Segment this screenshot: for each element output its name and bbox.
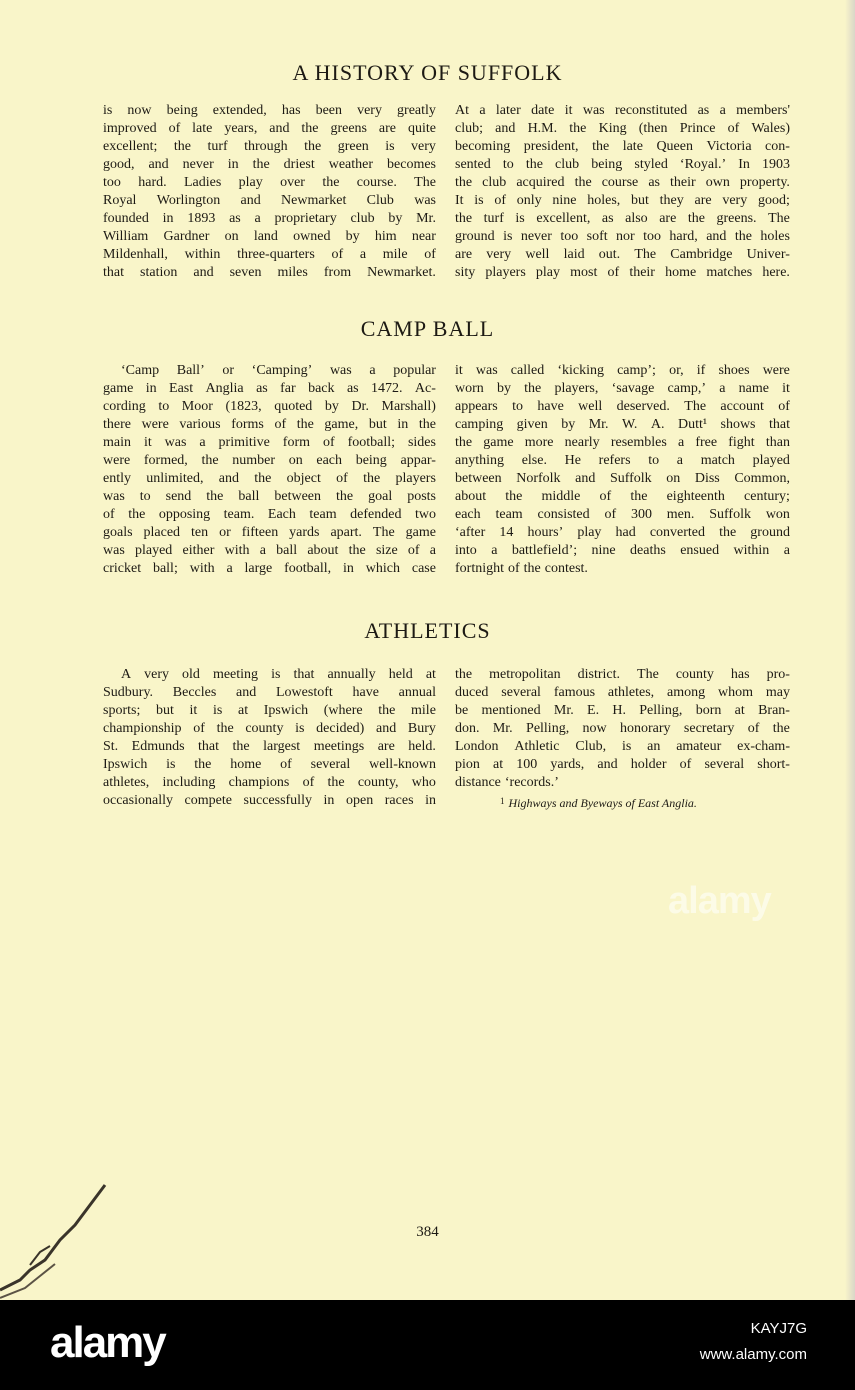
text-line: distance ‘records.’ bbox=[455, 775, 559, 790]
text-line: the game more nearly resembles a free fight than bbox=[455, 435, 790, 450]
text-line: don. Mr. Pelling, now honorary secretary of the bbox=[455, 721, 790, 736]
text-line: good, and never in the driest weather becomes bbox=[103, 157, 436, 172]
text-line: athletes, including champions of the county, who bbox=[103, 775, 436, 790]
watermark-text: alamy bbox=[668, 880, 771, 922]
text-line: ently unlimited, and the object of the players bbox=[103, 471, 436, 486]
footnote-number: 1 bbox=[500, 796, 505, 806]
text-line: main it was a primitive form of football; sides bbox=[103, 435, 436, 450]
text-line: the club acquired the course as their own property. bbox=[455, 175, 790, 190]
text-line: St. Edmunds that the largest meetings are held. bbox=[103, 739, 436, 754]
text-line: championship of the county is decided) and Bury bbox=[103, 721, 436, 736]
text-line: Mildenhall, within three-quarters of a mile of bbox=[103, 247, 436, 262]
text-line: becoming president, the late Queen Victoria con- bbox=[455, 139, 790, 154]
text-line: cording to Moor (1823, quoted by Dr. Marshall) bbox=[103, 399, 436, 414]
text-line: ground is never too soft nor too hard, and the holes bbox=[455, 229, 790, 244]
text-line: were formed, the number on each being appar- bbox=[103, 453, 436, 468]
text-line: Royal Worlington and Newmarket Club was bbox=[103, 193, 436, 208]
footnote bbox=[500, 796, 697, 811]
text-line: William Gardner on land owned by him near bbox=[103, 229, 436, 244]
golf-text-left-column bbox=[103, 102, 436, 282]
text-line: founded in 1893 as a proprietary club by Mr. bbox=[103, 211, 436, 226]
text-line: of the opposing team. Each team defended two bbox=[103, 507, 436, 522]
text-line: the metropolitan district. The county has pro- bbox=[455, 667, 790, 682]
text-line: excellent; the turf through the green is very bbox=[103, 139, 436, 154]
footnote-text: Highways and Byeways of East Anglia. bbox=[508, 796, 697, 810]
text-line: between Norfolk and Suffolk on Diss Common, bbox=[455, 471, 790, 486]
stock-url: www.alamy.com bbox=[699, 1346, 807, 1363]
text-line: it was called ‘kicking camp’; or, if shoes were bbox=[455, 363, 790, 378]
text-line: It is of only nine holes, but they are very good; bbox=[455, 193, 790, 208]
running-head: A HISTORY OF SUFFOLK bbox=[292, 60, 563, 85]
golf-text-right-column bbox=[455, 102, 790, 282]
text-line: is now being extended, has been very greatly bbox=[103, 103, 436, 118]
text-line: was played either with a ball about the size of a bbox=[103, 543, 436, 558]
text-line: about the middle of the eighteenth century; bbox=[455, 489, 790, 504]
camp-ball-text-right-column bbox=[455, 362, 790, 578]
athletics-heading: ATHLETICS bbox=[364, 618, 491, 643]
camp-ball-text-left-column bbox=[103, 362, 436, 578]
text-line: game in East Anglia as far back as 1472. Ac- bbox=[103, 381, 436, 396]
text-line: was to send the ball between the goal posts bbox=[103, 489, 436, 504]
page-tear-mark bbox=[0, 1180, 120, 1300]
text-line: ‘Camp Ball’ or ‘Camping’ was a popular bbox=[121, 363, 436, 378]
text-line: goals placed ten or fifteen yards apart. The game bbox=[103, 525, 436, 540]
text-line: sented to the club being styled ‘Royal.’ In 1903 bbox=[455, 157, 790, 172]
text-line: there were various forms of the game, but in the bbox=[103, 417, 436, 432]
text-line: worn by the players, ‘savage camp,’ a name it bbox=[455, 381, 790, 396]
text-line: be mentioned Mr. E. H. Pelling, born at Bran- bbox=[455, 703, 790, 718]
stock-logo: alamy bbox=[50, 1318, 165, 1367]
text-line: sports; but it is at Ipswich (where the mile bbox=[103, 703, 436, 718]
text-line: appears to have well deserved. The account of bbox=[455, 399, 790, 414]
text-line: pion at 100 yards, and holder of several short- bbox=[455, 757, 790, 772]
athletics-text-left-column bbox=[103, 666, 436, 810]
text-line: occasionally compete successfully in open races in bbox=[103, 793, 436, 808]
text-line: Ipswich is the home of several well-known bbox=[103, 757, 436, 772]
page-number: 384 bbox=[416, 1224, 439, 1240]
stock-image-id: KAYJ7G bbox=[750, 1320, 807, 1337]
text-line: that station and seven miles from Newmarket. bbox=[103, 265, 436, 280]
text-line: At a later date it was reconstituted as a members' bbox=[455, 103, 790, 118]
text-line: cricket ball; with a large football, in which case bbox=[103, 561, 436, 576]
text-line: anything else. He refers to a match played bbox=[455, 453, 790, 468]
text-line: the turf is excellent, as also are the greens. The bbox=[455, 211, 790, 226]
text-line: improved of late years, and the greens are quite bbox=[103, 121, 436, 136]
text-line: ‘after 14 hours’ play had converted the ground bbox=[455, 525, 790, 540]
text-line: club; and H.M. the King (then Prince of Wales) bbox=[455, 121, 790, 136]
text-line: sity players play most of their home matches here. bbox=[455, 265, 790, 280]
camp-ball-heading: CAMP BALL bbox=[360, 316, 495, 341]
text-line: London Athletic Club, is an amateur ex-cham- bbox=[455, 739, 790, 754]
text-line: into a battlefield’; nine deaths ensued within a bbox=[455, 543, 790, 558]
text-line: duced several famous athletes, among whom may bbox=[455, 685, 790, 700]
text-line: fortnight of the contest. bbox=[455, 561, 588, 576]
text-line: are very well laid out. The Cambridge Univer- bbox=[455, 247, 790, 262]
text-line: each team consisted of 300 men. Suffolk won bbox=[455, 507, 790, 522]
athletics-text-right-column bbox=[455, 666, 790, 792]
text-line: camping given by Mr. W. A. Dutt¹ shows that bbox=[455, 417, 790, 432]
text-line: too hard. Ladies play over the course. The bbox=[103, 175, 436, 190]
text-line: A very old meeting is that annually held at bbox=[121, 667, 436, 682]
text-line: Sudbury. Beccles and Lowestoft have annual bbox=[103, 685, 436, 700]
